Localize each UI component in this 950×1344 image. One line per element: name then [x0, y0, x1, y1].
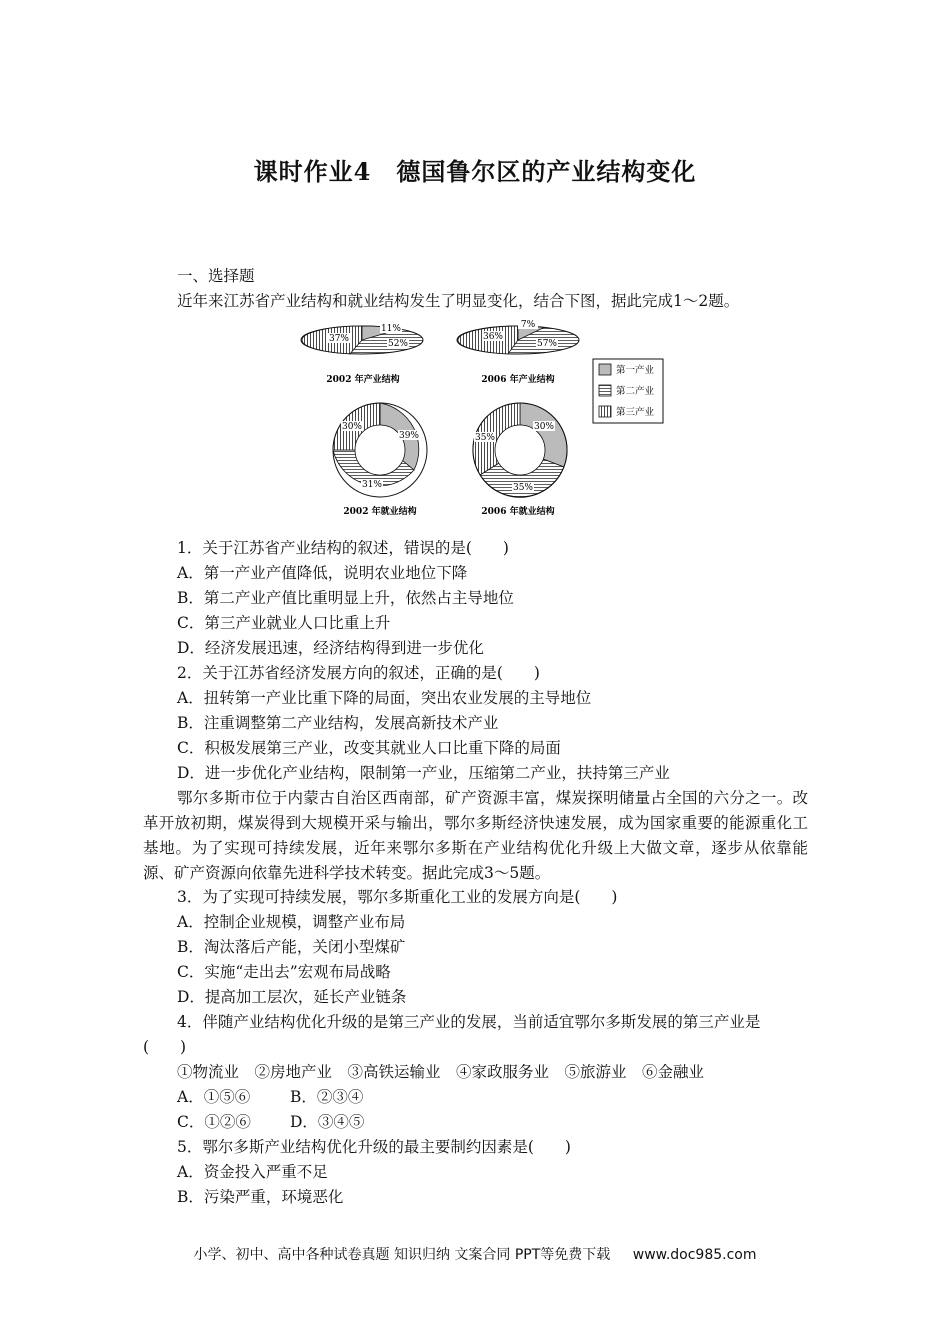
pct-tertiary: 35%	[474, 433, 496, 443]
pct-secondary: 57%	[536, 339, 558, 349]
question-option: B．第二产业产值比重明显上升，依然占主导地位	[177, 589, 514, 607]
question-option: A．控制企业规模，调整产业布局	[177, 913, 406, 931]
question-option: A．第一产业产值降低，说明农业地位下降	[177, 564, 468, 582]
reading-passage: 鄂尔多斯市位于内蒙古自治区西南部，矿产资源丰富，煤炭探明储量占全国的六分之一。改革开放初期，煤炭得到大规模开采与输出，鄂尔多斯经济快速发展，成为国家重要的能源重化工基地。为了实现可持续发展，近年来鄂尔多斯在产业结构优化升级上大做文章，逐步从依靠能源、矿产资源向依靠先进科学技术转变。据此完成3～5题。	[143, 789, 808, 882]
section-heading: 一、选择题	[177, 267, 255, 285]
legend-label: 第二产业	[616, 386, 655, 397]
chart-2006-industry	[457, 319, 579, 385]
pct-secondary: 52%	[387, 339, 409, 349]
question-4-bracket: ( )	[143, 1038, 187, 1056]
chart-2006-employment	[473, 403, 567, 517]
question-option: D．进一步优化产业结构，限制第一产业，压缩第二产业，扶持第三产业	[177, 764, 670, 782]
legend-swatch-tertiary	[599, 406, 611, 417]
chart-2002-employment	[333, 403, 427, 517]
legend	[593, 359, 663, 423]
question-option: A．①⑤⑥	[177, 1088, 251, 1106]
pct-primary: 7%	[520, 320, 536, 330]
question-option: C．第三产业就业人口比重上升	[177, 614, 391, 632]
question-3-stem: 3．为了实现可持续发展，鄂尔多斯重化工业的发展方向是( )	[177, 888, 618, 906]
question-1-stem: 1．关于江苏省产业结构的叙述，错误的是( )	[177, 539, 509, 557]
pct-tertiary: 36%	[482, 332, 504, 342]
pct-primary: 11%	[380, 324, 402, 334]
pct-secondary: 35%	[512, 483, 534, 493]
question-option: C．积极发展第三产业，改变其就业人口比重下降的局面	[177, 739, 561, 757]
footer-text: 小学、初中、高中各种试卷真题 知识归纳 文案合同 PPT等免费下载	[193, 1247, 611, 1263]
chart-label: 2002 年产业结构	[326, 375, 400, 385]
pct-tertiary: 30%	[341, 422, 363, 432]
question-option: C．①②⑥	[177, 1113, 251, 1131]
pct-tertiary: 37%	[328, 334, 350, 344]
question-option: B．注重调整第二产业结构，发展高新技术产业	[177, 714, 499, 732]
question-option: D．③④⑤	[290, 1113, 365, 1131]
pct-primary: 30%	[533, 422, 555, 432]
chart-2002-industry	[301, 323, 423, 385]
question-2-stem: 2．关于江苏省经济发展方向的叙述，正确的是( )	[177, 664, 540, 682]
chart-label: 2006 年产业结构	[481, 375, 555, 385]
question-option: B．淘汰落后产能，关闭小型煤矿	[177, 938, 406, 956]
question-option: D．提高加工层次，延长产业链条	[177, 988, 407, 1006]
pct-primary: 39%	[398, 431, 420, 441]
chart-label: 2002 年就业结构	[343, 507, 417, 517]
legend-label: 第一产业	[616, 365, 655, 376]
legend-label: 第三产业	[616, 407, 655, 418]
question-option: C．实施“走出去”宏观布局战略	[177, 963, 391, 981]
legend-swatch-primary	[599, 364, 611, 375]
question-intro: 近年来江苏省产业结构和就业结构发生了明显变化，结合下图，据此完成1～2题。	[177, 292, 740, 310]
question-option: D．经济发展迅速，经济结构得到进一步优化	[177, 639, 484, 657]
chart-label: 2006 年就业结构	[481, 507, 555, 517]
footer-site-link[interactable]: www.doc985.com	[632, 1247, 757, 1263]
legend-swatch-secondary	[599, 385, 611, 396]
question-5-stem: 5．鄂尔多斯产业结构优化升级的最主要制约因素是( )	[177, 1138, 571, 1156]
page-footer	[0, 1244, 950, 1264]
question-option: A．资金投入严重不足	[177, 1163, 328, 1181]
question-4-stem: 4．伴随产业结构优化升级的是第三产业的发展，当前适宜鄂尔多斯发展的第三产业是	[177, 1013, 761, 1031]
question-option: A．扭转第一产业比重下降的局面，突出农业发展的主导地位	[177, 689, 592, 707]
pie-chart-figure	[300, 315, 680, 525]
question-4-items: ①物流业 ②房地产业 ③高铁运输业 ④家政服务业 ⑤旅游业 ⑥金融业	[177, 1063, 705, 1081]
page-title: 课时作业4 德国鲁尔区的产业结构变化	[253, 157, 697, 186]
pct-secondary: 31%	[361, 480, 383, 490]
question-option: B．②③④	[290, 1088, 364, 1106]
question-option: B．污染严重，环境恶化	[177, 1188, 344, 1206]
